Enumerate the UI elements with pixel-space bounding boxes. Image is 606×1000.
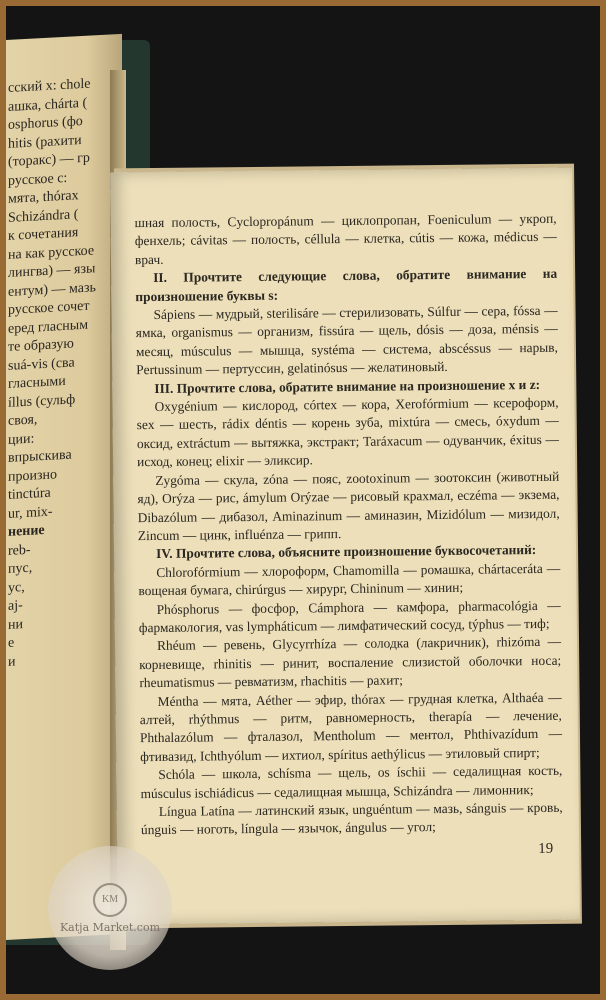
left-page-line: reb- <box>8 542 31 559</box>
left-page-line: те образую <box>8 336 74 355</box>
left-page-line: ашка, chárta ( <box>8 95 88 115</box>
left-page-line: мята, thórax <box>8 188 79 207</box>
left-page-line: е <box>8 635 15 651</box>
left-page-line: ни <box>8 616 23 633</box>
exercise-heading: III. Прочтите слова, обратите внимание на произношение x и z: <box>154 376 541 396</box>
page-number: 19 <box>538 840 554 857</box>
paragraph: Méntha — мята, Aéther — эфир, thórax — грудная клетка, Althaéa — алтей, rhýthmus — ритм, равномерность, therapía — лечение, Phthalazólum — фталазол, Mentholum — ментол, Phthivazídum — фтивазид, Ichthyólum — ихтиол, spíritus aethýlicus — этиловый спирт; <box>139 689 563 764</box>
left-page-line: и <box>8 654 16 670</box>
left-page-text <box>8 74 118 672</box>
left-page-line: впрыскива <box>8 447 72 466</box>
left-page-line: tinctúra <box>8 485 51 503</box>
left-page-line: гласными <box>8 373 66 392</box>
paragraph: Chlorofórmium — хлороформ, Chamomilla — ромашка, chártaceráta — вощеная бумага, chirúrgus — хирург, Chininum — хинин; <box>138 560 561 599</box>
watermark-text: Katja Market.com <box>59 920 161 934</box>
left-page-line: íllus (сульф <box>8 391 76 411</box>
paragraph: Zygóma — скула, zóna — пояс, zootoxinum — зоотоксин (животный яд), Orýza — рис, ámylum Orýzae — рисовый крахмал, eczéma — экзема, Dibazólum — дибазол, Aminazinum — аминазин, Mizidólum — мизидол, Zincum — цинк, influénza — грипп. <box>137 468 560 544</box>
left-page-line: hitis (рахити <box>8 132 82 152</box>
paragraph: Schóla — школа, schísma — щель, os íschii — седалищная кость, músculus ischiádicus — седалищная мышца, Schizándra — лимонник; <box>140 762 563 801</box>
left-page-line: сский х: chole <box>8 76 91 96</box>
left-page-line: (торакс) — гр <box>8 150 90 170</box>
left-page-line: русское с: <box>8 170 68 189</box>
left-page-line: пус, <box>8 560 33 577</box>
left-page-line: на как русское <box>8 242 95 263</box>
paragraph: Língua Latína — латинский язык, unguéntum — мазь, sánguis — кровь, únguis — ноготь, língula — язычок, ángulus — угол; <box>140 799 563 838</box>
left-page-line: своя, <box>8 412 38 429</box>
left-page <box>6 34 122 940</box>
exercise-heading: II. Прочтите следующие слова, обратите внимание на произношение буквы s: <box>135 265 558 304</box>
paragraph: шная полость, Cyclopropánum — циклопропан, Foeniculum — укроп, фенхель; cávitas — полость, céllula — клетка, cútis — кожа, médicus — врач. <box>134 210 557 267</box>
left-page-line: suá-vis (сва <box>8 354 75 374</box>
left-page-line: к сочетания <box>8 225 79 244</box>
left-page-line: ции: <box>8 431 35 448</box>
exercise-heading: IV. Прочтите слова, объясните произношение буквосочетаний: <box>155 542 537 562</box>
right-page-text <box>135 210 564 840</box>
left-page-line: произно <box>8 466 58 485</box>
paragraph: Phósphorus — фосфор, Cámphora — камфора, pharmacológia — фармакология, vas lympháticum — лимфатический сосуд, týphus — тиф; <box>138 597 561 636</box>
right-page <box>110 168 580 925</box>
left-page-line: нение <box>8 522 45 540</box>
left-page-line: aj- <box>8 598 23 614</box>
paragraph: Oxygénium — кислород, córtex — кора, Xerofórmium — ксероформ, sex — шесть, rádix déntis — корень зуба, mixtúra — смесь, óxydum — оксид, extráctum — вытяжка, экстракт; Taráxacum — одуванчик, éxitus — исход, конец; elixir — эликсир. <box>136 394 559 470</box>
left-page-line: osphorus (фо <box>8 113 83 133</box>
left-page-line: ur, mix- <box>8 504 53 522</box>
watermark-seal <box>48 846 172 970</box>
left-page-line: ус, <box>8 579 25 596</box>
paragraph: Sápiens — мудрый, sterilisáre — стерилизовать, Súlfur — сера, fóssa — ямка, organismus — организм, fissúra — щель, dósis — доза, ménsis — месяц, músculus — мышца, systéma — система, abscéssus — нарыв, Pertussinum — пертуссин, gelatinósus — желатиновый. <box>135 302 559 378</box>
left-page-line: еред гласным <box>8 317 89 337</box>
monogram-icon: KM <box>93 883 127 917</box>
left-page-line: ентум) — мазь <box>8 279 96 300</box>
left-page-line: лингва) — язы <box>8 261 96 281</box>
left-page-line: русское сочет <box>8 298 90 318</box>
paragraph: Rhéum — ревень, Glycyrrhíza — солодка (лакричник), rhizóma — корневище, rhinitis — ринит, воспаление слизистой оболочки носа; rheumatismus — ревматизм, rhachitis — рахит; <box>139 634 562 691</box>
left-page-line: Schizándra ( <box>8 206 79 226</box>
